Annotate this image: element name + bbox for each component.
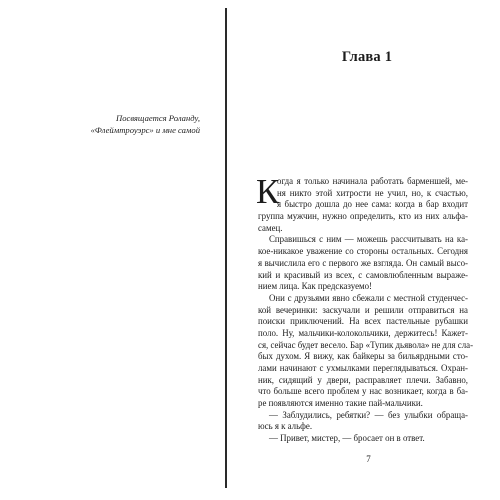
right-page [227,0,500,500]
text-line: поло. Ну, мальчики-колокольчики, держитесь! Кажет- [258,327,468,338]
text-line: нием лица. Как предсказуемо! [258,281,373,292]
text-line: ре появляются именно такие пай-мальчики. [258,398,423,409]
text-line: бых духом. Я вижу, как байкеры за бильярдными сто- [258,351,468,362]
chapter-title: Глава 1 [341,49,393,65]
text-line: Справишься с ним — можешь рассчитывать на ка- [269,234,468,245]
dedication [5,113,200,136]
left-page [0,0,225,500]
drop-cap: К [256,172,280,211]
text-line: огда я только начинала работать барменшей, ме- [277,176,468,186]
chapter-body-text [256,172,474,445]
page-number: 7 [366,454,371,464]
text-line: группа мужчин, нужно определить, кто из них альфа- [258,211,468,222]
text-line: юсь я к альфе. [258,421,313,432]
text-line: кой вечеринки: заскучали и решили отправиться на [258,304,468,315]
text-line: самец. [258,222,283,233]
text-line: ся, сейчас будет весело. Бар «Тупик дьявола» не для сла- [258,339,474,350]
text-line: что больше всего проблем у нас возникает, когда в ба- [258,386,468,397]
dedication-line: «Флеймтроуэрс» и мне самой [90,124,200,135]
text-line: кое-никакое уважение со стороны остальных. Сегодня [258,246,468,257]
text-line: я вычислила его с первого же взгляда. Он самый высо- [258,257,468,268]
text-line: поиски приключений. На всех пастельные рубашки [258,316,468,327]
text-line: — Привет, мистер, — бросает он в ответ. [269,433,425,444]
text-line: ник, сидящий у двери, расправляет плечи. Забавно, [258,374,468,385]
text-line: кий и красивый из всех, с самовлюбленным выраже- [258,269,468,280]
text-line: ня никто этой хитрости не учил, но, к счастью, [277,187,468,198]
dedication-line: Посвящается Роланду, [116,113,200,123]
text-line: я быстро дошла до нее сама: когда в бар входит [277,199,468,210]
text-line: — Заблудились, ребятки? — без улыбки обраща- [269,409,468,420]
text-line: лами начинают с ухмылками переглядываться. Охран- [258,363,468,373]
text-line: Они с друзьями явно сбежали с местной студенчес- [269,292,468,303]
